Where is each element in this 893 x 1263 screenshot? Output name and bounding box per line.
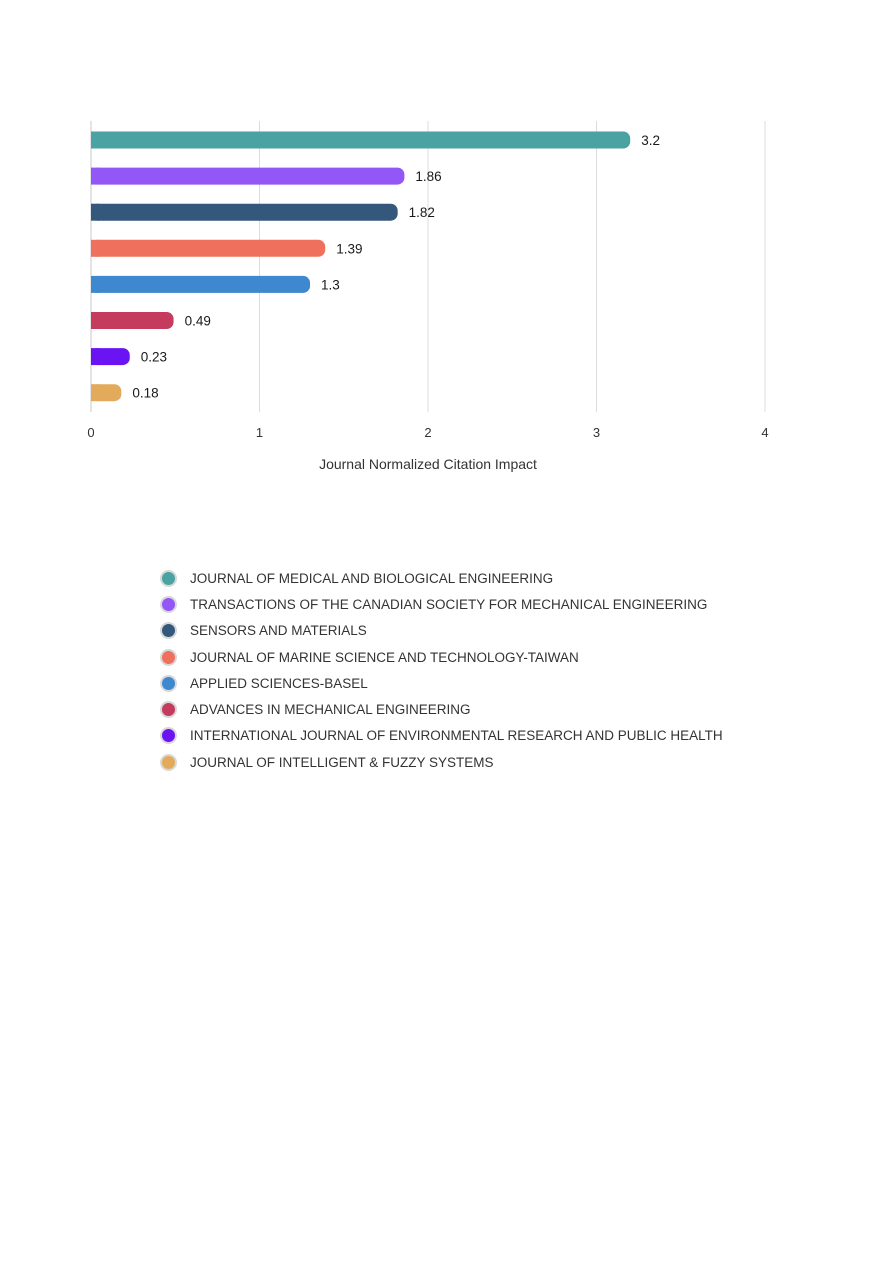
bar-value-label: 1.3	[321, 277, 340, 293]
legend-swatch	[160, 675, 177, 692]
bar-base	[91, 132, 99, 149]
bar-value-label: 3.2	[641, 133, 660, 148]
gridlines	[91, 121, 765, 412]
bar-value-label: 0.49	[184, 313, 211, 329]
bar-value-label: 1.86	[415, 169, 442, 185]
legend-swatch	[160, 622, 177, 639]
legend-label: JOURNAL OF INTELLIGENT & FUZZY SYSTEMS	[190, 754, 494, 770]
bar-base	[91, 384, 99, 401]
legend	[158, 565, 778, 775]
bar[interactable]	[91, 132, 630, 149]
legend-item[interactable]	[158, 749, 778, 775]
legend-label: SENSORS AND MATERIALS	[190, 623, 367, 639]
bar[interactable]	[91, 204, 398, 221]
legend-swatch	[160, 754, 177, 771]
legend-item[interactable]	[158, 670, 778, 696]
bar-base	[91, 276, 99, 293]
legend-label: JOURNAL OF MARINE SCIENCE AND TECHNOLOGY-TAIWAN	[190, 649, 579, 665]
legend-label: APPLIED SCIENCES-BASEL	[190, 675, 368, 691]
bar-base	[91, 348, 99, 365]
bar-value-label: 0.23	[140, 349, 168, 365]
legend-label: JOURNAL OF MEDICAL AND BIOLOGICAL ENGINEERING	[190, 570, 554, 586]
legend-swatch	[160, 701, 177, 718]
x-tick-label: 1	[255, 425, 264, 440]
x-tick-label: 0	[87, 425, 95, 440]
legend-swatch	[160, 727, 177, 744]
legend-item[interactable]	[158, 591, 778, 617]
legend-swatch	[160, 649, 177, 666]
legend-swatch	[160, 596, 177, 613]
bar-base	[91, 204, 99, 221]
x-axis-ticks	[87, 425, 768, 440]
bar[interactable]	[91, 168, 404, 185]
bar-base	[91, 312, 99, 329]
bar[interactable]	[91, 276, 310, 293]
bars	[91, 132, 630, 402]
legend-item[interactable]	[158, 644, 778, 670]
x-tick-label: 2	[424, 425, 432, 440]
legend-label: INTERNATIONAL JOURNAL OF ENVIRONMENTAL RESEARCH AND PUBLIC HEALTH	[190, 728, 723, 744]
legend-item[interactable]	[158, 565, 778, 591]
bar-chart	[0, 0, 893, 500]
bar-value-label: 1.39	[336, 241, 363, 257]
bar[interactable]	[91, 240, 325, 257]
legend-item[interactable]	[158, 618, 778, 644]
legend-label: ADVANCES IN MECHANICAL ENGINEERING	[190, 702, 471, 718]
x-tick-label: 4	[761, 425, 769, 440]
legend-swatch	[160, 570, 177, 587]
legend-item[interactable]	[158, 696, 778, 722]
bar[interactable]	[91, 312, 174, 329]
legend-label: TRANSACTIONS OF THE CANADIAN SOCIETY FOR MECHANICAL ENGINEERING	[190, 596, 708, 612]
bar-value-label: 1.82	[408, 205, 435, 221]
x-axis-title: Journal Normalized Citation Impact	[319, 456, 537, 472]
legend-item[interactable]	[158, 723, 778, 749]
x-tick-label: 3	[592, 425, 601, 440]
bar-value-label: 0.18	[132, 385, 159, 401]
bar-base	[91, 168, 99, 185]
bar-base	[91, 240, 99, 257]
